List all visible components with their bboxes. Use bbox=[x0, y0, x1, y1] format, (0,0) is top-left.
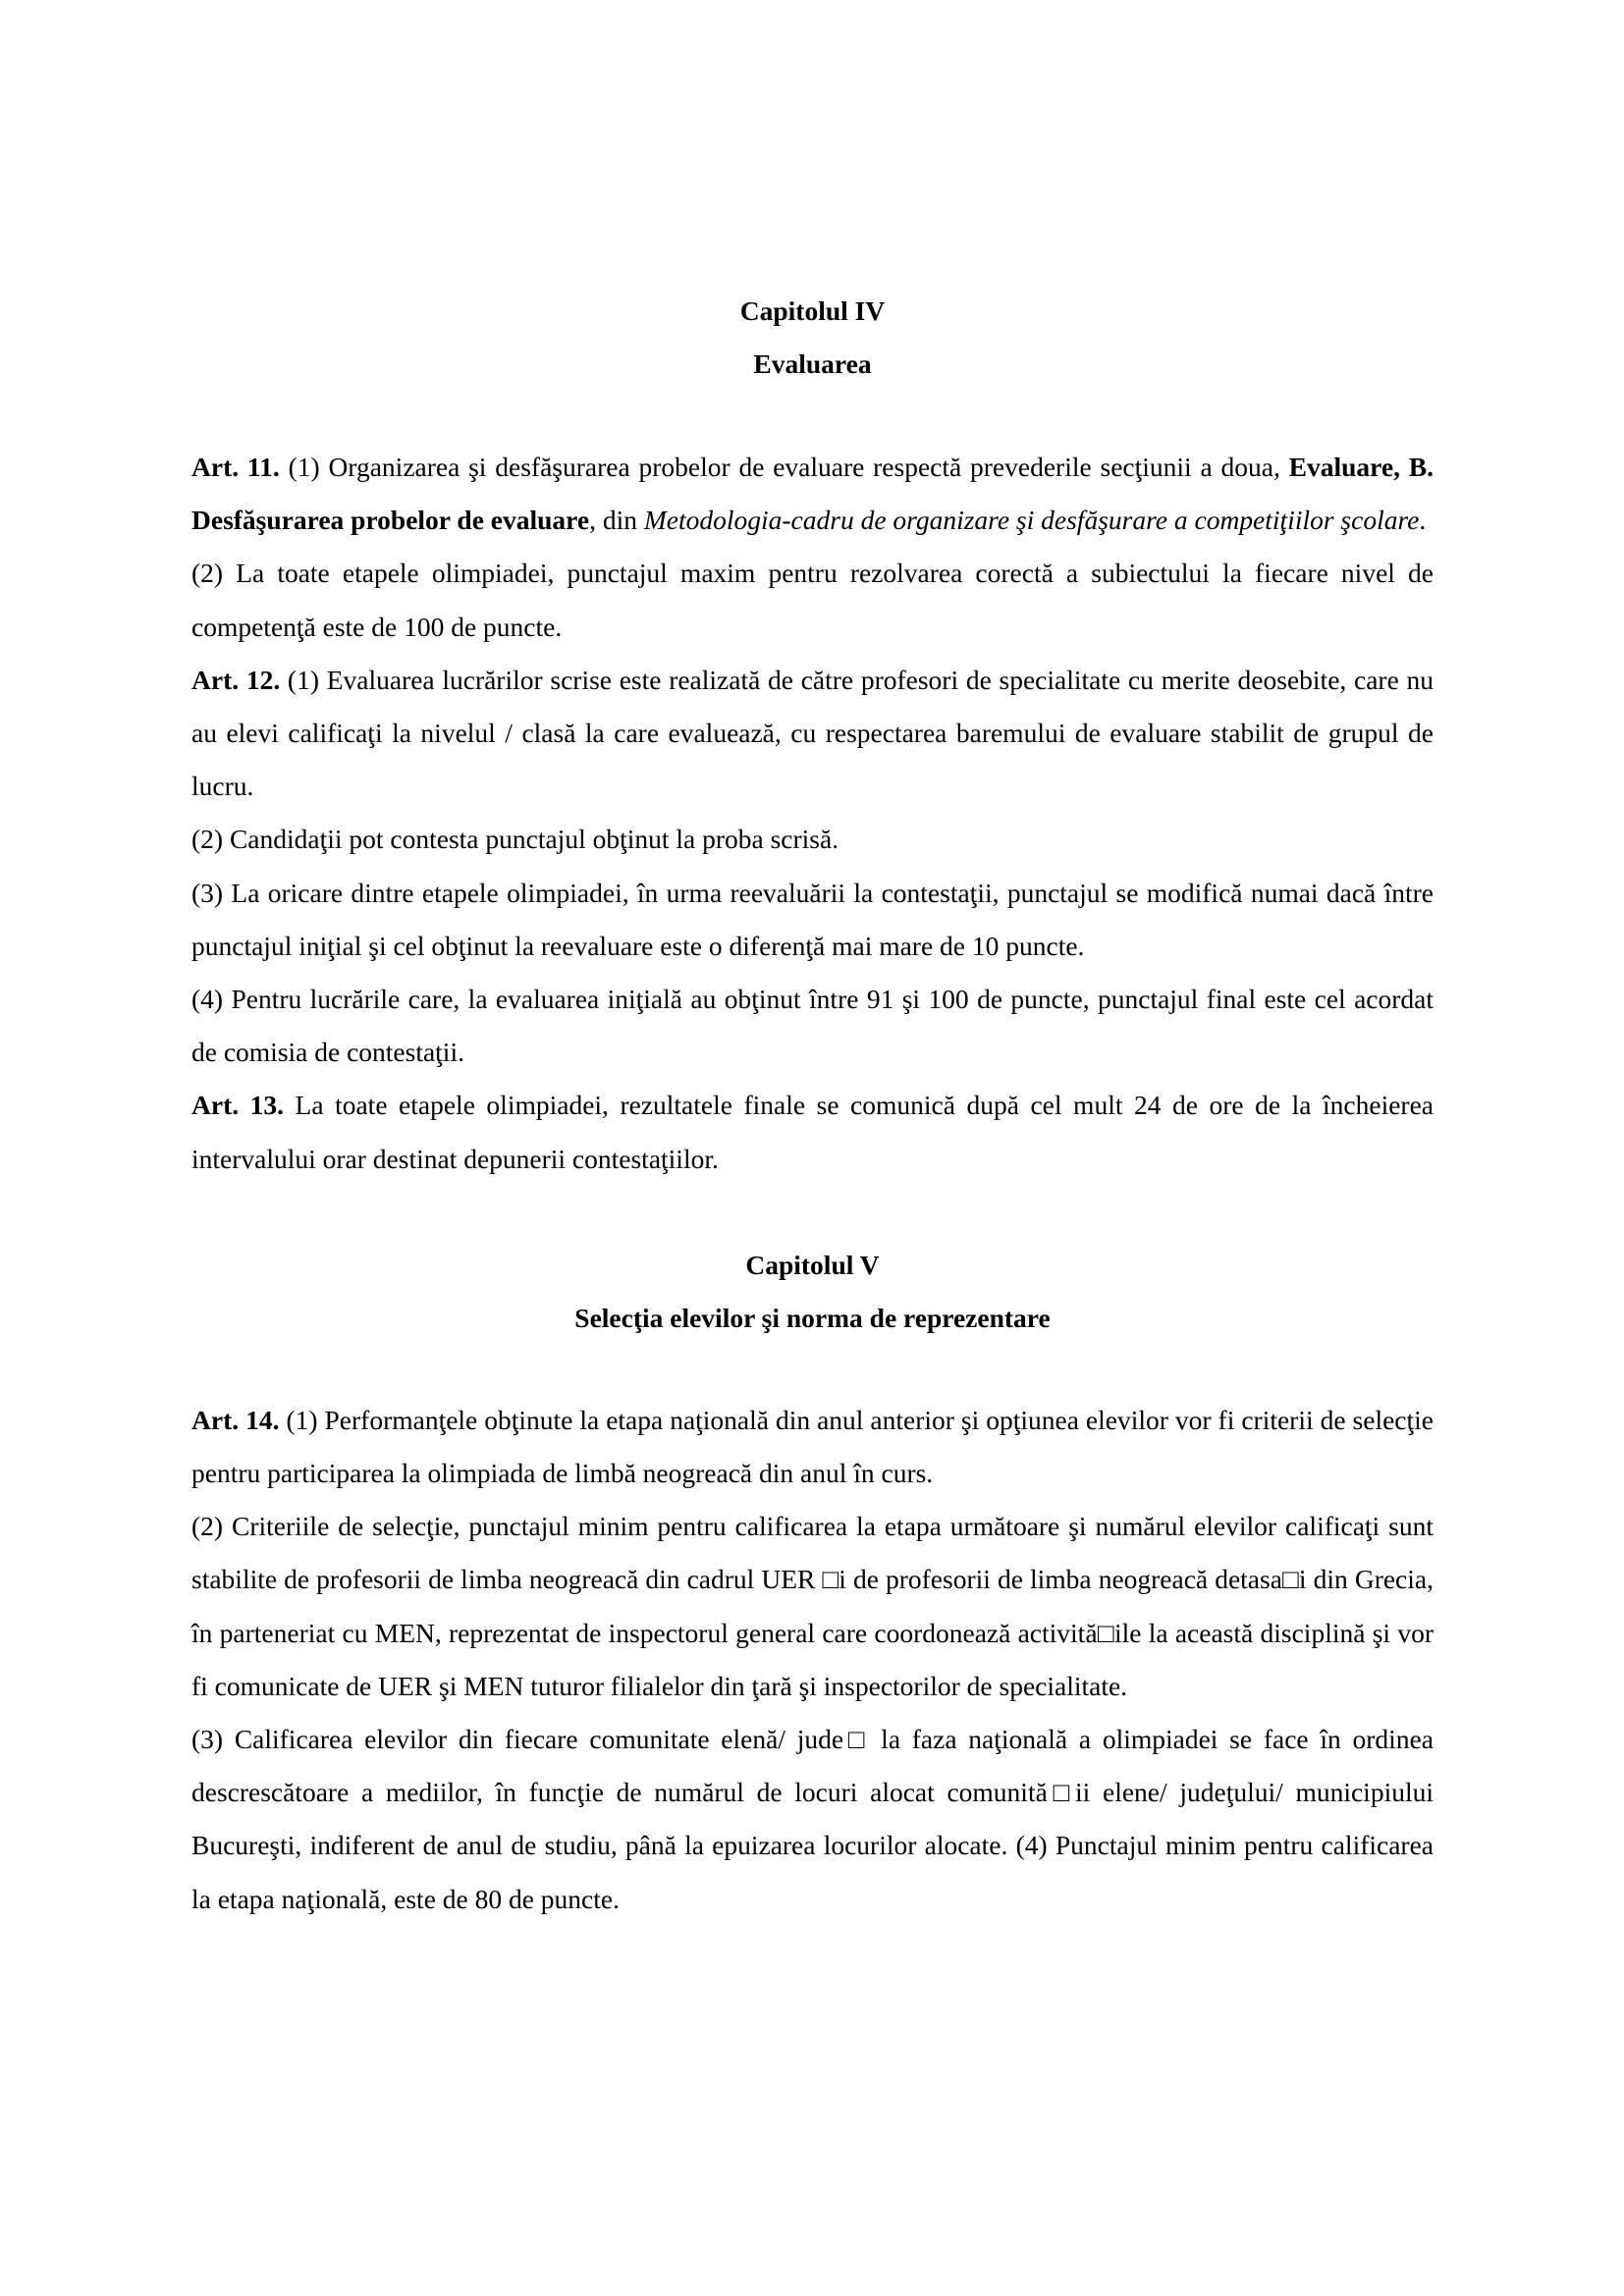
article-11-label: Art. 11. bbox=[191, 452, 280, 482]
article-12-paragraph-1: Art. 12. (1) Evaluarea lucrărilor scrise este realizată de către profesori de specialitate cu merite deosebite, care nu au elevi calificaţi la nivelul / clasă la care evaluează, cu respectarea baremului de evaluare stabilit de grupul de lucru. bbox=[191, 664, 1434, 802]
article-14-label: Art. 14. bbox=[191, 1404, 280, 1435]
article-12-paragraph-4: (4) Pentru lucrările care, la evaluarea iniţială au obţinut între 91 şi 100 de puncte, punctajul final este cel acordat de comisia de contestaţii. bbox=[191, 984, 1434, 1068]
article-14-paragraph-1: Art. 14. (1) Performanţele obţinute la etapa naţională din anul anterior şi opţiunea elevilor vor fi criterii de selecţie pentru participarea la olimpiada de limbă neogreacă din anul în curs. bbox=[191, 1404, 1434, 1489]
article-14-paragraph-3: (3) Calificarea elevilor din fiecare comunitate elenă/ jude□ la faza naţională a olimpiadei se face în ordinea descrescătoare a mediilor, în funcţie de numărul de locuri alocat comunită□ii elene/ judeţului/ municipiului Bucureşti, indiferent de anul de studiu, până la epuizarea locurilor alocate. (4) Punctajul minim pentru calificarea la etapa naţională, este de 80 de puncte. bbox=[191, 1724, 1434, 1914]
article-11-paragraph-1: Art. 11. (1) Organizarea şi desfăşurarea probelor de evaluare respectă prevederile secţiunii a doua, Evaluare, B. Desfăşurarea probelor de evaluare, din Metodologia-cadru de organizare şi desfăşurare a competiţiilor şcolare. bbox=[191, 452, 1434, 536]
document-content bbox=[191, 285, 1434, 1926]
article-13-label: Art. 13. bbox=[191, 1090, 285, 1121]
chapter-4-subtitle: Evaluarea bbox=[753, 348, 872, 379]
article-12-paragraph-2: (2) Candidaţii pot contesta punctajul obţinut la proba scrisă. bbox=[191, 824, 839, 855]
article-14-paragraph-2: (2) Criteriile de selecţie, punctajul minim pentru calificarea la etapa următoare şi numărul elevilor calificaţi sunt stabilite de profesorii de limba neogreacă din cadrul UER □i de profesorii de limba neogreacă detasa□i din Grecia, în parteneriat cu MEN, reprezentat de inspectorul general care coordonează activită□ile la această disciplină şi vor fi comunicate de UER şi MEN tuturor filialelor din ţară şi inspectorilor de specialitate. bbox=[191, 1511, 1434, 1701]
chapter-5-subtitle: Selecţia elevilor şi norma de reprezentare bbox=[574, 1302, 1051, 1333]
chapter-4-title: Capitolul IV bbox=[739, 295, 886, 326]
article-13: Art. 13. La toate etapele olimpiadei, rezultatele finale se comunică după cel mult 24 de ore de la încheierea intervalului orar destinat depunerii contestaţiilor. bbox=[191, 1090, 1434, 1174]
article-12-label: Art. 12. bbox=[191, 664, 281, 695]
article-11-paragraph-2: (2) La toate etapele olimpiadei, punctajul maxim pentru rezolvarea corectă a subiectului la fiecare nivel de competenţă este de 100 de puncte. bbox=[191, 558, 1434, 642]
article-12-paragraph-3: (3) La oricare dintre etapele olimpiadei, în urma reevaluării la contestaţii, punctajul se modifică numai dacă între punctajul iniţial şi cel obţinut la reevaluare este o diferenţă mai mare de 10 puncte. bbox=[191, 877, 1434, 961]
chapter-5-title: Capitolul V bbox=[745, 1249, 880, 1280]
